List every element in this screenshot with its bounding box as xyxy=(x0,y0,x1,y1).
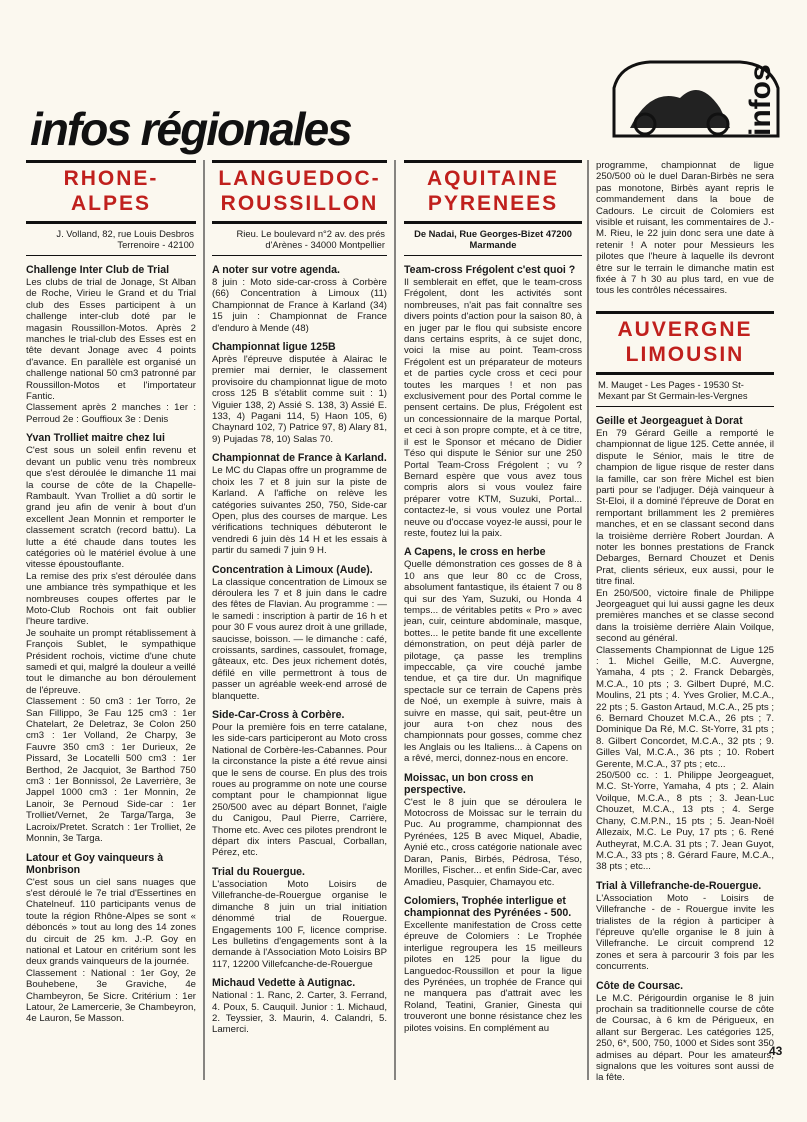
article-text: L'Association Moto - Loisirs de Villefranche - de - Rouergue invite les trialistes de la région à participer à l'épreuve qu'elle organise le 8 juin à Villefranche. Le circuit comprend 12 zones et sera à parcourir 3 fois par les concurrents. xyxy=(596,892,774,973)
article-text: Excellente manifestation de Cross cette épreuve de Colomiers : Le Trophée interligue regroupera les 15 meilleurs pilotes en 125 pour la ligue du Languedoc-Roussillon et pour la ligue des Pyrénées, un trophée de France qui ne manquera pas d'attrait avec les Roland, Teatini, Granier, Ginesta qui trouveront une bonne résistance chez les pilotes voisins. En complément au xyxy=(404,919,582,1034)
region-title: RHONE-ALPES xyxy=(26,160,196,224)
column-aquitaine-pyrenees xyxy=(404,160,582,1034)
column-rhone-alpes xyxy=(26,160,196,1025)
article-heading: Latour et Goy vainqueurs à Monbrison xyxy=(26,851,164,876)
article-text: C'est sous un soleil enfin revenu et devant un public venu très nombreux que s'est déroulée le dimanche 11 mai la course de côte de la Chapelle-Rambault. Yvan Trolliet a dû sortir le grand jeu afin de venir à bout d'un excellent Jean Monnin et remporter le classement scratch (record battu). La lutte a été chaude dans toutes les catégories où le matériel évolue à une vitesse époustouflante. xyxy=(26,445,196,571)
article-text: En 250/500, victoire finale de Philippe Jeorgeaguet qui lui aussi gagne les deux premières manches et se classe second dans la troisième derrière Alain Voilque, second au général. xyxy=(596,587,774,645)
column-languedoc-roussillon xyxy=(212,160,387,1036)
article-text: Pour la première fois en terre catalane, les side-cars participeront au Moto cross National de Corbère-les-Cabannes. Pour la circonstance la piste a été revue ainsi que le sens de course. En plus des trois roues au programme on note une course comptant pour le championnat ligue 250/500 avec au départ Bonnet, l'aigle du Canigou, Paul Pierre, Carrière, Thome etc. Avec ces pilotes prendront le départ dix inters Pascual, Corballan, Pérez, etc. xyxy=(212,722,387,859)
page-number: 43 xyxy=(769,1044,783,1058)
article-heading: Side-Car-Cross à Corbère. xyxy=(212,709,345,721)
region-title: LANGUEDOC-ROUSSILLON xyxy=(212,160,387,224)
article-text: En 79 Gérard Geille a remporté le championnat de ligue 125. Cette année, il dispute le Sénior, mais le titre de champion de ligue risque de rester dans la famille, car son frère Michel est bien parti pour se l'adjuger. Déjà vainqueur à St-Eloi, il a dominé l'épreuve de Dorat en remportant brillamment les 2 premières manches, et en se classant second dans la troisième derrière Robert Jourdan. A noter les bonnes prestations de Franck Debarges, Bernard Chouzet et Denis Prat, clients sérieux, eux aussi, pour le titre final. xyxy=(596,427,774,588)
region-title: AUVERGNE LIMOUSIN xyxy=(596,311,774,375)
article-text: 250/500 cc. : 1. Philippe Jeorgeaguet, M.C. St-Yorre, Yamaha, 4 pts ; 2. Alain Voilque, M.C.A., 8 pts ; 3. Jean-Luc Chouzet, M.C.A., 13 pts ; 4. Serge Chany, C.M.P.N., 15 pts ; 5. Jean-Noël Allezaix, M.C. Le Puy, 17 pts ; 6. René Autheyrat, M.C.A. 31 pts ; 7. Jean Guyot, M.C.A., 33 pts ; 8. Gérard Faure, M.C.A., 38 pts ; etc... xyxy=(596,770,774,873)
article-text: Le MC du Clapas offre un programme de choix les 7 et 8 juin sur la piste de Karland. A l'affiche on relève les catégories suivantes 250, 750, Side-car Open, plus des courses de marque. Les vérifications techniques débuteront le vendredi 6 juin dès 14 H et les essais à partir du samedi 7 juin 9 H. xyxy=(212,465,387,557)
article-text: Après l'épreuve disputée à Alairac le premier mai dernier, le classement provisoire du championnat ligue de moto cross 125 B s'établit comme suit : 1) Viguier 138, 2) Assié S. 138, 3) Assié E. 133, 4) Pagani 114, 5) Haon 105, 6) Chaynard 102, 7) Patrice 97, 8) Alary 81, 9) Pujadas 78, 10) Salas 70. xyxy=(212,354,387,445)
article-heading: Michaud Vedette à Autignac. xyxy=(212,977,356,990)
region-address: De Nadai, Rue Georges-Bizet 47200 Marmande xyxy=(404,224,582,256)
logo-word: infos xyxy=(744,64,777,136)
article-text: C'est le 8 juin que se déroulera le Motocross de Moissac sur le terrain du Puc. Au programme, championnat des Pyrénées, 125 B avec Miquel, Abadie, Aynié etc., cross catégorie nationale avec Daran, Panis, Birbés, Pédrosa, Téso, Morilles, Fischer... et enfin Side-Car, avec Amadieu, Pasquier, Chamayou etc. xyxy=(404,796,582,888)
article-text: La classique concentration de Limoux se déroulera les 7 et 8 juin dans le cadre des fêtes de Flavian. Au programme : — le samedi : inscription à partir de 16 h et pour 30 F vous aurez droit à une grillade, saucisse, boisson. — le dimanche : café, croissants, sardines, cassoulet, fromage, gâteaux, etc. Des jeux richement dotés, défilé en ville permettront à tous de passer un agréable week-end arrosé de blanquette. xyxy=(212,576,387,702)
article-text: Il semblerait en effet, que le team-cross Frégolent, dont les activités sont nombreuses, n'ait pas fait connaître ses divers points d'action pour la saison 80, à en juger par le flou qui subsiste encore dans certains esprits, à ce sujet donc, voici la mise au point. Team-cross Frégolent est un préparateur de moteurs et de parties cycle cross et ceci pour toutes les marques ! et non pas exclusivement pour des Portal comme le pensent certains. De plus, Frégolent est un concessionnaire de la marque Portal, et ceci à son propre compte, et à ce titre, il est le Sponsor et mécano de Didier Téso qui dispute le Sénior sur une 250 Portal Team-Cross Frégolent ; vu ? Bernard espère que vous avez tous compris alors si vous voulez faire préparer votre KTM, Suzuki, Portal... contactez-le, si vous voulez une Portal neuve ou d'occase voyez-le aussi, pour le reste, foutez lui la paix. xyxy=(404,277,582,539)
article-heading: Challenge Inter Club de Trial xyxy=(26,264,170,276)
article-text: programme, championnat de ligue 250/500 où le duel Daran-Birbès ne sera pas monotone, Birbès ayant repris le commandement dans la boue de Cadours. Le circuit de Colomiers est visible et ruisant, les commentaires de J.-M. Rieu, le 22 juin donc sera une date à retenir ! A noter pour Messieurs les pilotes que l'heure à laquelle ils devront être sur le terrain le dimanche matin est fixée à 7 h 30 au plus tard, en vue de tous les contrôles nécessaires. xyxy=(596,160,774,297)
column-auvergne-limousin xyxy=(596,160,774,1084)
article-heading: Trial à Villefranche-de-Rouergue. xyxy=(596,879,762,892)
article-text: Les clubs de trial de Jonage, St Alban de Roche, Virieu le Grand et du Trial club des Esses participent à un challenge inter-club doté par le magasin Roussillon-Motos. Après 2 manches le trial-club des Esses est en tête devant Jonage avec 4 points d'avance. En parallèle est organisé un challenge national 50 cm3 patronné par Roussillon-Motos et l'importateur Fantic. xyxy=(26,277,196,403)
article-heading: Colomiers, Trophée interligue et championnat des Pyrénées - 500. xyxy=(404,894,572,919)
article-heading: Championnat ligue 125B xyxy=(212,341,336,354)
article-text: L'association Moto Loisirs de Villefranche-de-Rouergue organise le dimanche 8 juin un trial initiation dénommé trial de Rouergue. Engagements 100 F, licence comprise. Les bulletins d'engagements sont à la demande à l'Association Moto Loisirs BP 117, 12200 Villefcanche-de-Rouergue xyxy=(212,878,387,970)
article-text: Classement : National : 1er Goy, 2e Bouhebene, 3e Graviche, 4e Chambeyron, 5e Sicre. Critérium : 1er Latour, 2e Lamercerie, 3e Chambeyron, 4e Lauron, 5e Masson. xyxy=(26,967,196,1025)
article-text: C'est sous un ciel sans nuages que s'est déroulé le 7e trial d'Essertines en Chatelneuf. 110 participants venus de toute la région Rhône-Alpes se sont « déboncés » tout au long des 14 zones du circuit de 25 km. J.-P. Goy en national et Latour en critérium sont les deux grands vainqueurs de la journée. xyxy=(26,876,196,968)
article-text: Classement après 2 manches : 1er : Perroud 2e : Gouffioux 3e : Denis xyxy=(26,402,196,425)
article-heading: Concentration à Limoux (Aude). xyxy=(212,563,373,576)
article-heading: Côte de Coursac. xyxy=(596,979,684,992)
region-address: Rieu. Le boulevard n°2 av. des prés d'Arènes - 34000 Montpellier xyxy=(212,224,387,256)
article-heading: Trial du Rouergue. xyxy=(212,865,306,878)
article-heading: Team-cross Frégolent c'est quoi ? xyxy=(404,264,576,276)
article-text: La remise des prix s'est déroulée dans une ambiance très sympathique et les nombreuses coupes offertes par le Moto-Club Rochois ont fait oublier l'heure tardive. xyxy=(26,570,196,628)
article-text: 8 juin : Moto side-car-cross à Corbère (66) Concentration à Limoux (11) Championnat de France à Karland (34) 15 juin : Championnat de France d'enduro à Mende (48) xyxy=(212,277,387,334)
region-address: J. Volland, 82, rue Louis Desbros Terrenoire - 42100 xyxy=(26,224,196,256)
region-title: AQUITAINE PYRENEES xyxy=(404,160,582,224)
article-text: Classement : 50 cm3 : 1er Torro, 2e San Fillippo, 3e Fau 125 cm3 : 1er Chatelart, 2e Deletraz, 3e Colon 250 cm3 : 1er Volland, 2e Charpy, 3e Fauvre 350 cm3 : 1er Durieux, 2e Pissard, 3e Locatelli 500 cm3 : 1er Berthod, 2e Jacquiot, 3e Barthod 750 cm3 : 1er Bonnissol, 2e Laverrière, 3e Jappel 1000 cm3 : 1er Monnin, 2e Lanoir, 3e Pernoud Side-car : 1er Trolliet/Vernet, 2e Targa/Targa, 3e Lacroix/Pretet. Scratch : 1er Trolliet, 2e Monnin, 3e Targa. xyxy=(26,696,196,845)
article-heading: A noter sur votre agenda. xyxy=(212,264,340,276)
article-heading: Championnat de France à Karland. xyxy=(212,452,387,465)
article-heading: Geille et Jeorgeaguet à Dorat xyxy=(596,414,743,427)
article-text: National : 1. Ranc, 2. Carter, 3. Ferrand, 4. Poux, 5. Cauquil. Junior : 1. Michaud, 2. Teyssier, 3. Maurin, 4. Calandri, 5. Lamerci. xyxy=(212,990,387,1036)
section-title: infos régionales xyxy=(30,103,351,155)
article-heading: Moissac, un bon cross en perspective. xyxy=(404,771,534,796)
article-heading: A Capens, le cross en herbe xyxy=(404,546,546,559)
region-address: M. Mauget - Les Pages - 19530 St-Mexant par St Germain-les-Vergnes xyxy=(596,375,774,407)
article-text: Quelle démonstration ces gosses de 8 à 10 ans que leur 80 cc de Cross, absolument fantastique, ils étaient 7 ou 8 qui sur des Yam, Suzuki, ou Honda 4 temps... de véritables petits « Pro » avec jean, cuir, ceinture abdominale, masque, bottes... le petite bande fit une excellente démonstration, on peut déjà parler de pilotage, ça passe les tremplins impeccable, ça vire couché jambe tendue, et ça tire dur. Un magnifique spectacle sur ce terrain de Capens près de Noé, un exemple à suivre, mais à suivre en masse, qui sait, peut-être un jour aura t-on chez nous des championnats pour gosses, comme chez les Anglais ou les Italiens... à Capens on a rêvé, merci, donnez-nous en encore. xyxy=(404,559,582,765)
article-text: Classements Championnat de Ligue 125 : 1. Michel Geille, M.C. Auvergne, Yamaha, 4 pts ; 2. Franck Debargès, M.C.A., 10 pts ; 3. Gilbert Dupré, M.C. Moulins, 21 pts ; 4. Yves Grolier, M.C.A., 22 pts ; 5. Gaston Artaud, M.C.A., 25 pts ; 6. Bernard Chouzet M.C.A., 26 pts ; 7. Dominique Da Ré, M.C. St-Yorre, 31 pts ; 8. Gilbert Concordet, M.C.A., 32 pts ; 9. Gilles Val, M.C.A., 36 pts ; 10. Robert Gerente, M.C.A., 37 pts ; etc... xyxy=(596,644,774,770)
article-text: Le M.C. Périgourdin organise le 8 juin prochain sa traditionnelle course de côte de Coursac, à 6 km de Périgueux, en allant sur Bergerac. Les catégories 125, 250, 6*, 500, 750, 1000 et Sides sont 350 admises au départ. Pour les amateurs, signalons que les voitures sont aussi de la fête. xyxy=(596,992,774,1084)
article-heading: Yvan Trolliet maitre chez lui xyxy=(26,432,165,445)
article-text: Je souhaite un prompt rétablissement à François Sublet, le sympathique Président rochois, victime d'une chute samedi et qui, malgré la douleur a veillé tout le dimanche au bon déroulement de l'épreuve. xyxy=(26,627,196,696)
